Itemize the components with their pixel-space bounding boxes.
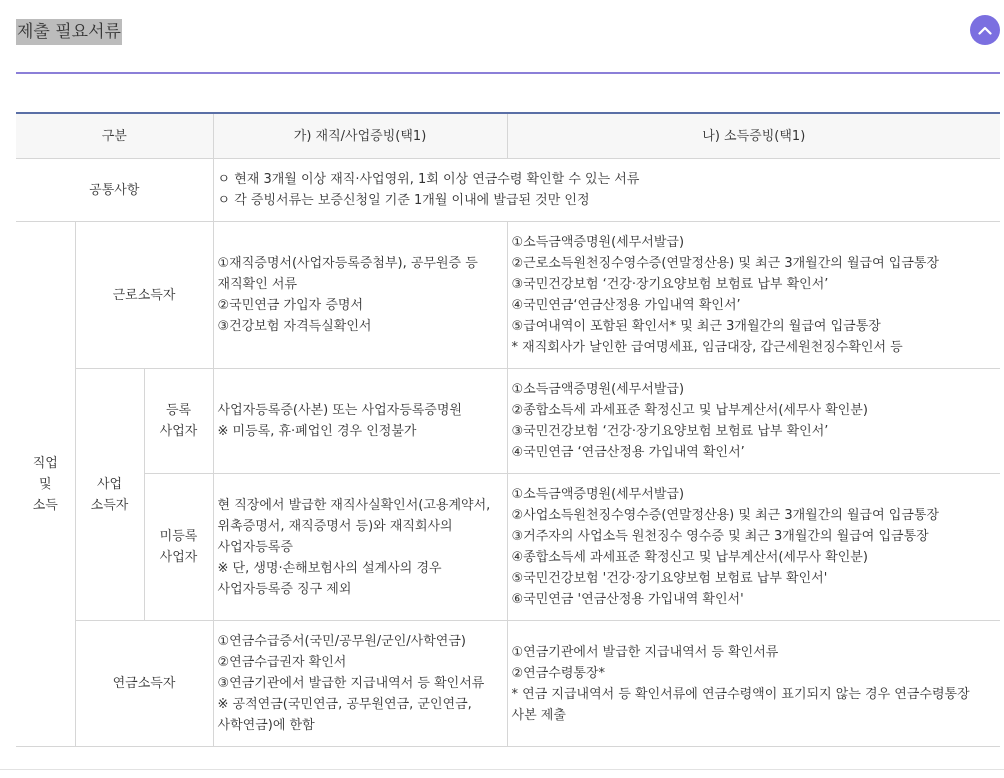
group-label: 직업 및 소득 [16,222,75,747]
chevron-up-icon [978,26,992,35]
bottom-divider [0,769,1004,770]
business-owner-label: 사업 소득자 [75,369,144,621]
row-registered-business [16,369,1000,474]
pension-employment-docs: ①연금수급증서(국민/공무원/군인/사학연금) ②연금수급권자 확인서 ③연금기관에서 발급한 지급내역서 등 확인서류 ※ 공적연금(국민연금, 공무원연금, 군인연금, 사학연금)에 한함 [213,621,507,747]
header-category: 구분 [16,113,213,159]
wage-earner-label: 근로소득자 [75,222,213,369]
row-common [16,159,1000,222]
common-content [213,159,1000,222]
common-label: 공통사항 [16,159,213,222]
section-title: 제출 필요서류 [16,19,122,45]
unregistered-income-docs: ①소득금액증명원(세무서발급) ②사업소득원천징수영수증(연말정산용) 및 최근 3개월간의 월급여 입금통장 ③거주자의 사업소득 원천징수 영수증 및 최근 3개월간의 월급여 입금통장 ④종합소득세 과세표준 확정신고 및 납부계산서(세무사 확인분) ⑤국민건강보험 '건강·장기요양보험 보험료 납부 확인서' ⑥국민연금 '연금산정용 가입내역 확인서' [507,474,1000,621]
table-header-row [16,113,1000,159]
required-documents-table [16,112,1000,747]
wage-employment-docs: ①재직증명서(사업자등록증첨부), 공무원증 등 재직확인 서류 ②국민연금 가입자 증명서 ③건강보험 자격득실확인서 [213,222,507,369]
registered-business-label: 등록 사업자 [144,369,213,474]
row-unregistered-business [16,474,1000,621]
pension-income-docs: ①연금기관에서 발급한 지급내역서 등 확인서류 ②연금수령통장* * 연금 지급내역서 등 확인서류에 연금수령액이 표기되지 않는 경우 연금수령통장 사본 제출 [507,621,1000,747]
registered-employment-docs: 사업자등록증(사본) 또는 사업자등록증명원 ※ 미등록, 휴·폐업인 경우 인정불가 [213,369,507,474]
unregistered-employment-docs: 현 직장에서 발급한 재직사실확인서(고용계약서, 위촉증명서, 재직증명서 등)와 재직회사의 사업자등록증 ※ 단, 생명·손해보험사의 설계사의 경우 사업자등록증 징구 제외 [213,474,507,621]
pension-earner-label: 연금소득자 [75,621,213,747]
header-income: 나) 소득증빙(택1) [507,113,1000,159]
common-line: ㅇ 각 증빙서류는 보증신청일 기준 1개월 이내에 발급된 것만 인정 [217,193,590,208]
wage-income-docs: ①소득금액증명원(세무서발급) ②근로소득원천징수영수증(연말정산용) 및 최근 3개월간의 월급여 입금통장 ③국민건강보험 ‘건강·장기요양보험 보험료 납부 확인서’ ④국민연금‘연금산정용 가입내역 확인서’ ⑤급여내역이 포함된 확인서* 및 최근 3개월간의 월급여 입금통장 * 재직회사가 날인한 급여명세표, 임금대장, 갑근세원천징수확인서 등 [507,222,1000,369]
registered-income-docs: ①소득금액증명원(세무서발급) ②종합소득세 과세표준 확정신고 및 납부계산서(세무사 확인분) ③국민건강보험 ‘건강·장기요양보험 보험료 납부 확인서’ ④국민연금 ‘연금산정용 가입내역 확인서’ [507,369,1000,474]
collapse-toggle-button[interactable] [970,15,1000,45]
header-employment: 가) 재직/사업증빙(택1) [213,113,507,159]
unregistered-business-label: 미등록 사업자 [144,474,213,621]
row-pension-earner [16,621,1000,747]
row-wage-earner [16,222,1000,369]
section-header [16,14,1000,74]
common-line: ㅇ 현재 3개월 이상 재직·사업영위, 1회 이상 연금수령 확인할 수 있는 서류 [217,172,640,187]
